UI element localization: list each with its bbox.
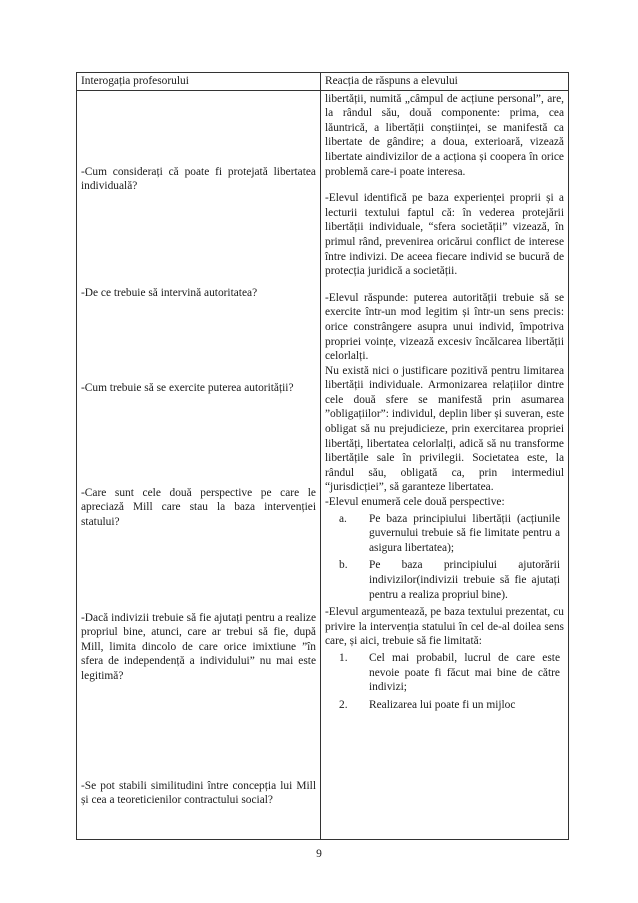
list-marker: 2.: [339, 698, 348, 711]
question-how-power: -Cum trebuie să se exercite puterea autorității?: [81, 381, 294, 394]
answers-cell: [321, 90, 569, 839]
list-item: [339, 651, 564, 695]
questions-cell: [77, 90, 321, 839]
answer-paragraph: libertății, numită „câmpul de acțiune personal”, are, la rândul său, două componente: prima, cea lăuntrică, a libertății conștiinței, se manifestă ca libertate de gândire; a doua, exterioară, vizează libertate aindivizilor de a acționa și coopera în orice problemă care-i poate interesa.: [325, 92, 564, 178]
list-item: [339, 512, 564, 556]
question-why-authority: -De ce trebuie să intervină autoritatea?: [81, 286, 258, 299]
answer-paragraph: -Elevul enumeră cele două perspective:: [325, 496, 505, 509]
list-marker: a.: [339, 512, 347, 525]
list-marker: 1.: [339, 651, 348, 664]
question-two-perspectives: -Care sunt cele două perspective pe care le apreciază Mill care stau la baza intervenției statului?: [81, 486, 316, 528]
answer-paragraph: -Elevul argumentează, pe baza textului prezentat, cu privire la intervenția statului în cel de-al doilea sens care, și aici, trebuie să fie limitată:: [325, 606, 564, 648]
table-row: [77, 90, 569, 839]
question-limit-interference: -Dacă indivizii trebuie să fie ajutați pentru a realize propriul bine, atunci, care ar trebui să fie, după Mill, limita dincolo de care orice imixtiune ”în sfera de independență a individului” nu mai este legitimă?: [81, 611, 316, 682]
limits-list: [325, 651, 564, 712]
list-item: [339, 698, 564, 713]
answer-paragraph: -Elevul identifică pe baza experienței proprii și a lecturii textului faptul că: în vederea protejării libertății individuale, “sfera societății” vizează, în primul rând, prevenirea oricărui conflict de interese între indivizi. De aceea fiecare individ se bucură de protecția juridică a societății.: [325, 192, 564, 278]
header-student-response: Reacția de răspuns a elevului: [321, 73, 569, 91]
question-protect-liberty: -Cum considerați că poate fi protejată libertatea individuală?: [81, 165, 316, 193]
answers-content: [325, 92, 564, 713]
list-marker: b.: [339, 559, 348, 572]
list-item-text: Pe baza principiului libertății (acțiunile guvernului trebuie să fie limitate pentru a asigura libertatea);: [369, 512, 560, 554]
list-item-text: Realizarea lui poate fi un mijloc: [369, 698, 516, 711]
header-teacher-question: Interogația profesorului: [77, 73, 321, 91]
list-item-text: Pe baza principiului ajutorării indivizilor(indivizii trebuie să fie ajutați pentru a realiza propriul bine).: [369, 559, 560, 601]
page-number: 9: [316, 848, 322, 860]
perspectives-list: [325, 512, 564, 603]
list-item: [339, 558, 564, 602]
list-item-text: Cel mai probabil, lucrul de care este nevoie poate fi făcut mai bine de către indivizi;: [369, 651, 560, 694]
answer-paragraph: -Elevul răspunde: puterea autorității trebuie să se exercite într-un mod legitim și într-un sens precis: orice constrângere asupra unui individ, împotriva propriei voințe, vizează excesiv încălcarea libertății celorlalți.: [325, 291, 564, 363]
qa-table: [76, 72, 569, 840]
question-social-contract: -Se pot stabili similitudini între concepția lui Mill și cea a teoreticienilor contractului social?: [81, 779, 316, 807]
answer-paragraph: Nu există nici o justificare pozitivă pentru limitarea libertății individuale. Armonizarea relațiilor dintre cele două sfere se manifestă prin asumarea ”obligațiilor”: individul, deplin liber și suveran, este obligat să nu prejudicieze, prin exercitarea propriei libertăți, libertatea celorlalți, adică să nu transforme libertățile sale în privilegii. Societatea este, la rândul său, obligată ca, prin intermediul “jurisdicției”, să garanteze libertatea.: [325, 364, 564, 494]
table-header-row: [77, 73, 569, 91]
